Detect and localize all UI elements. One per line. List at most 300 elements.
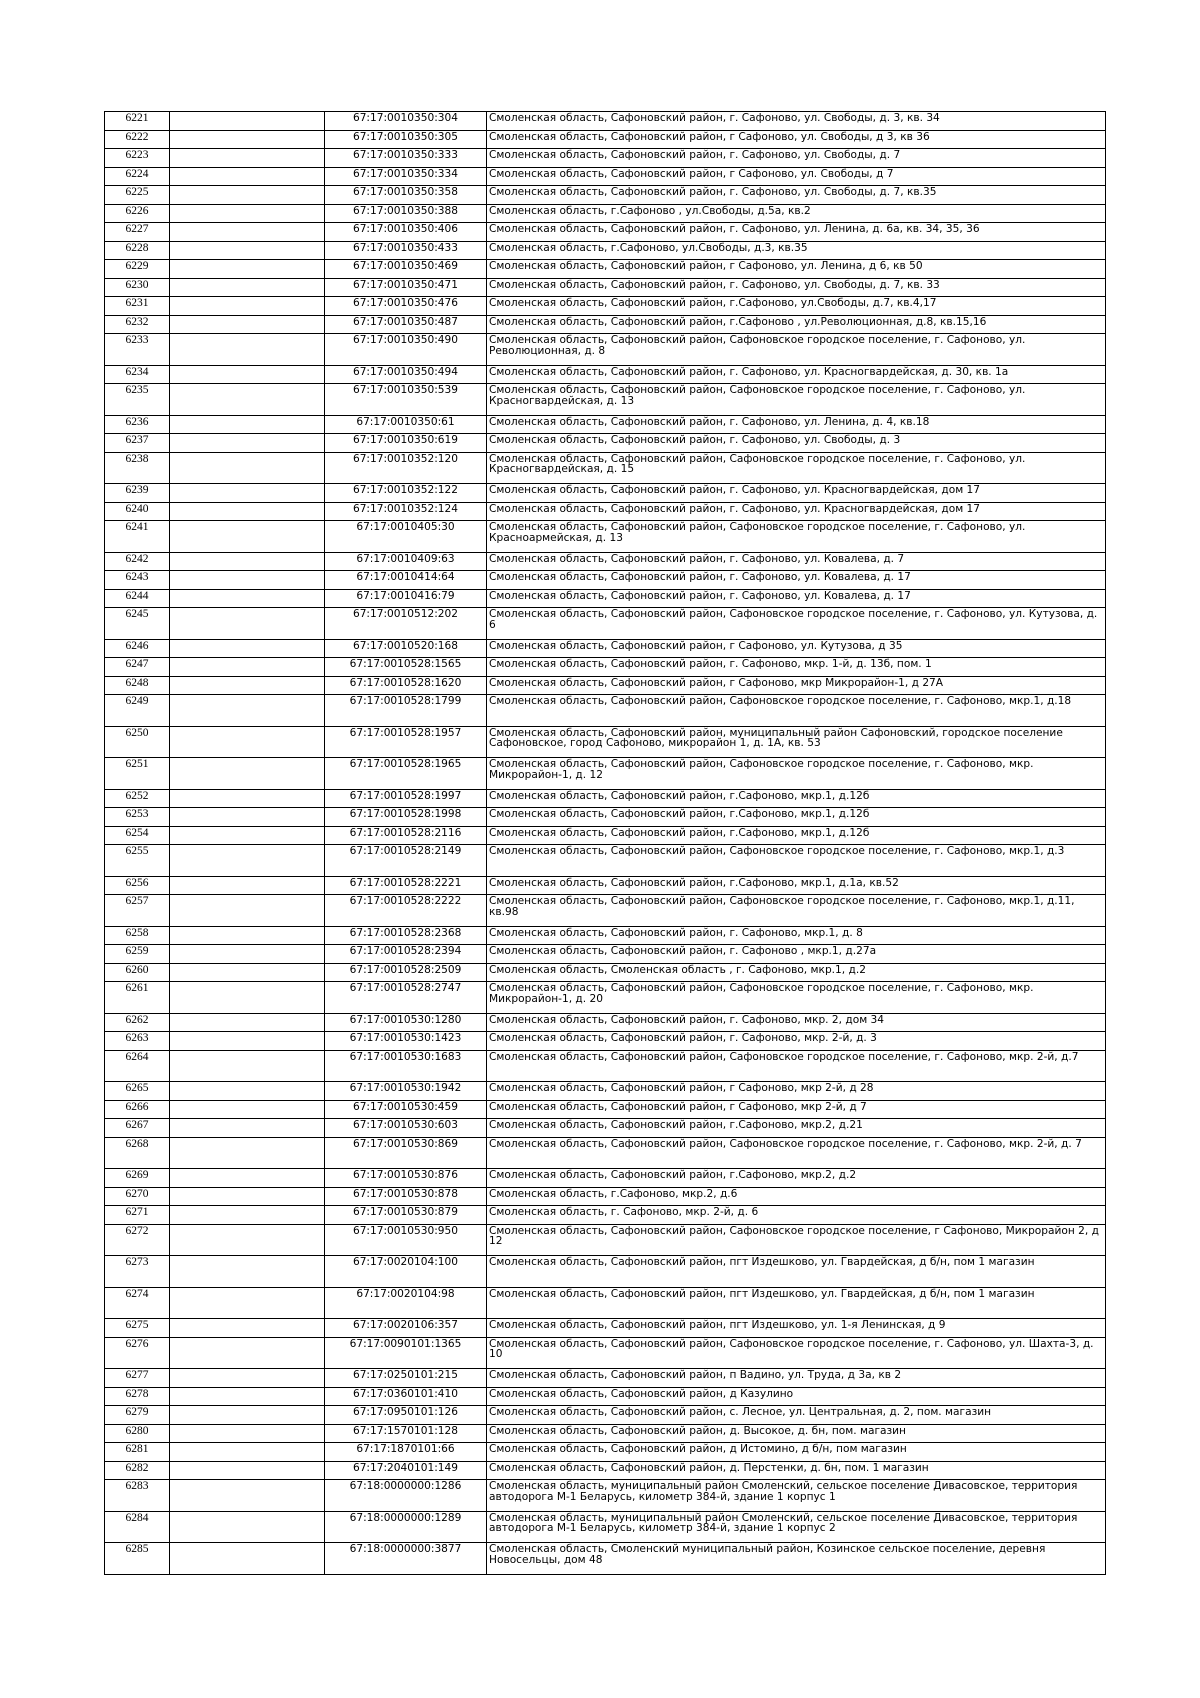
empty-cell <box>170 1480 325 1512</box>
table-row <box>105 982 1106 1014</box>
empty-cell <box>170 1224 325 1256</box>
row-number-cell: 6279 <box>105 1406 170 1425</box>
cadastral-number-cell: 67:17:0010528:2509 <box>325 963 487 982</box>
table-row <box>105 589 1106 608</box>
address-cell: Смоленская область, Сафоновский район, Сафоновское городское поселение, г. Сафоново, ул. Шахта-3, д. 10 <box>487 1337 1106 1369</box>
table-row <box>105 334 1106 366</box>
row-number-cell: 6263 <box>105 1032 170 1051</box>
table-row <box>105 204 1106 223</box>
address-cell: Смоленская область, Сафоновский район, г.Сафоново, мкр.1, д.12б <box>487 789 1106 808</box>
address-cell: Смоленская область, г. Сафоново, мкр. 2-й, д. 6 <box>487 1206 1106 1225</box>
cadastral-number-cell: 67:17:0010512:202 <box>325 608 487 640</box>
table-row <box>105 1119 1106 1138</box>
row-number-cell: 6242 <box>105 552 170 571</box>
row-number-cell: 6244 <box>105 589 170 608</box>
empty-cell <box>170 1082 325 1101</box>
cadastral-number-cell: 67:17:1870101:66 <box>325 1443 487 1462</box>
row-number-cell: 6253 <box>105 808 170 827</box>
address-cell: Смоленская область, Сафоновский район, Сафоновское городское поселение, г. Сафоново, мкр.1, д.18 <box>487 695 1106 727</box>
row-number-cell: 6245 <box>105 608 170 640</box>
empty-cell <box>170 758 325 790</box>
row-number-cell: 6266 <box>105 1100 170 1119</box>
table-row <box>105 1206 1106 1225</box>
cadastral-number-cell: 67:17:0010405:30 <box>325 521 487 553</box>
cadastral-number-cell: 67:17:0010350:358 <box>325 186 487 205</box>
table-row <box>105 845 1106 877</box>
empty-cell <box>170 1461 325 1480</box>
address-cell: Смоленская область, Сафоновский район, Сафоновское городское поселение, г. Сафоново, мкр. 2-й, д. 7 <box>487 1137 1106 1169</box>
table-row <box>105 895 1106 927</box>
row-number-cell: 6273 <box>105 1256 170 1288</box>
cadastral-number-cell: 67:17:0010528:2222 <box>325 895 487 927</box>
address-cell: Смоленская область, Сафоновский район, муниципальный район Сафоновский, городское поселение Сафоновское, город Сафоново, микрорайон 1, д. 1А, кв. 53 <box>487 726 1106 758</box>
address-cell: Смоленская область, Сафоновский район, г. Сафоново, ул. Ковалева, д. 17 <box>487 571 1106 590</box>
table-row <box>105 1137 1106 1169</box>
table-row <box>105 434 1106 453</box>
cadastral-number-cell: 67:17:0020104:98 <box>325 1287 487 1319</box>
cadastral-number-cell: 67:17:0010528:1957 <box>325 726 487 758</box>
cadastral-number-cell: 67:17:0010352:122 <box>325 484 487 503</box>
address-cell: Смоленская область, Сафоновский район, Сафоновское городское поселение, г. Сафоново, мкр. Микрорайон-1, д. 20 <box>487 982 1106 1014</box>
table-row <box>105 1013 1106 1032</box>
table-row <box>105 1224 1106 1256</box>
address-cell: Смоленская область, Сафоновский район, пгт Издешково, ул. 1-я Ленинская, д 9 <box>487 1319 1106 1338</box>
address-cell: Смоленская область, Сафоновский район, Сафоновское городское поселение, г. Сафоново, ул. Красногвардейская, д. 15 <box>487 452 1106 484</box>
row-number-cell: 6254 <box>105 826 170 845</box>
row-number-cell: 6284 <box>105 1511 170 1543</box>
row-number-cell: 6223 <box>105 149 170 168</box>
row-number-cell: 6233 <box>105 334 170 366</box>
empty-cell <box>170 826 325 845</box>
empty-cell <box>170 167 325 186</box>
empty-cell <box>170 130 325 149</box>
empty-cell <box>170 789 325 808</box>
cadastral-number-cell: 67:17:0010528:2149 <box>325 845 487 877</box>
row-number-cell: 6237 <box>105 434 170 453</box>
row-number-cell: 6262 <box>105 1013 170 1032</box>
table-row <box>105 758 1106 790</box>
table-row <box>105 315 1106 334</box>
address-cell: Смоленская область, Сафоновский район, г. Сафоново, мкр. 1-й, д. 13б, пом. 1 <box>487 658 1106 677</box>
empty-cell <box>170 1387 325 1406</box>
cadastral-number-cell: 67:17:0010530:1683 <box>325 1050 487 1082</box>
cadastral-number-cell: 67:17:0010352:120 <box>325 452 487 484</box>
row-number-cell: 6281 <box>105 1443 170 1462</box>
empty-cell <box>170 1032 325 1051</box>
row-number-cell: 6285 <box>105 1543 170 1575</box>
table-row <box>105 571 1106 590</box>
address-cell: Смоленская область, Сафоновский район, пгт Издешково, ул. Гвардейская, д б/н, пом 1 магазин <box>487 1256 1106 1288</box>
empty-cell <box>170 452 325 484</box>
empty-cell <box>170 1137 325 1169</box>
empty-cell <box>170 876 325 895</box>
empty-cell <box>170 1287 325 1319</box>
address-cell: Смоленская область, Сафоновский район, г Сафоново, ул. Ленина, д 6, кв 50 <box>487 260 1106 279</box>
row-number-cell: 6264 <box>105 1050 170 1082</box>
empty-cell <box>170 845 325 877</box>
address-cell: Смоленская область, Сафоновский район, Сафоновское городское поселение, г Сафоново, Микрорайон 2, д 12 <box>487 1224 1106 1256</box>
empty-cell <box>170 1511 325 1543</box>
row-number-cell: 6251 <box>105 758 170 790</box>
address-cell: Смоленская область, Сафоновский район, Сафоновское городское поселение, г. Сафоново, мкр.1, д.11, кв.98 <box>487 895 1106 927</box>
table-row <box>105 278 1106 297</box>
row-number-cell: 6231 <box>105 297 170 316</box>
cadastral-number-cell: 67:17:0010350:490 <box>325 334 487 366</box>
address-cell: Смоленская область, Сафоновский район, г. Сафоново, ул. Ковалева, д. 7 <box>487 552 1106 571</box>
empty-cell <box>170 726 325 758</box>
row-number-cell: 6232 <box>105 315 170 334</box>
table-row <box>105 1319 1106 1338</box>
table-row <box>105 1369 1106 1388</box>
cadastral-number-cell: 67:17:0010528:1965 <box>325 758 487 790</box>
empty-cell <box>170 895 325 927</box>
cadastral-number-cell: 67:17:0010528:1997 <box>325 789 487 808</box>
address-cell: Смоленская область, Сафоновский район, г.Сафоново, мкр.1, д.12б <box>487 826 1106 845</box>
address-cell: Смоленская область, Сафоновский район, п Вадино, ул. Труда, д 3а, кв 2 <box>487 1369 1106 1388</box>
cadastral-number-cell: 67:17:0010528:2368 <box>325 926 487 945</box>
empty-cell <box>170 945 325 964</box>
empty-cell <box>170 1424 325 1443</box>
row-number-cell: 6236 <box>105 415 170 434</box>
table-row <box>105 1050 1106 1082</box>
cadastral-number-cell: 67:17:1570101:128 <box>325 1424 487 1443</box>
cadastral-number-cell: 67:17:0010352:124 <box>325 502 487 521</box>
address-cell: Смоленская область, Сафоновский район, г Сафоново, ул. Кутузова, д 35 <box>487 639 1106 658</box>
table-row <box>105 876 1106 895</box>
row-number-cell: 6280 <box>105 1424 170 1443</box>
table-row <box>105 552 1106 571</box>
empty-cell <box>170 1187 325 1206</box>
table-row <box>105 1406 1106 1425</box>
table-row <box>105 1032 1106 1051</box>
table-row <box>105 1424 1106 1443</box>
address-cell: Смоленская область, Сафоновский район, г. Сафоново , мкр.1, д.27а <box>487 945 1106 964</box>
empty-cell <box>170 1013 325 1032</box>
empty-cell <box>170 571 325 590</box>
empty-cell <box>170 552 325 571</box>
row-number-cell: 6249 <box>105 695 170 727</box>
row-number-cell: 6239 <box>105 484 170 503</box>
cadastral-number-cell: 67:17:0010409:63 <box>325 552 487 571</box>
address-cell: Смоленская область, Сафоновский район, г. Сафоново, ул. Свободы, д. 3, кв. 34 <box>487 112 1106 131</box>
cadastral-number-cell: 67:17:0010350:619 <box>325 434 487 453</box>
table-row <box>105 789 1106 808</box>
table-row <box>105 1337 1106 1369</box>
row-number-cell: 6246 <box>105 639 170 658</box>
empty-cell <box>170 149 325 168</box>
address-cell: Смоленская область, Сафоновский район, г.Сафоново, мкр.1, д.1а, кв.52 <box>487 876 1106 895</box>
empty-cell <box>170 186 325 205</box>
address-cell: Смоленская область, Сафоновский район, г. Сафоново, ул. Свободы, д. 7, кв. 33 <box>487 278 1106 297</box>
address-cell: Смоленская область, Сафоновский район, г Сафоново, мкр 2-й, д 28 <box>487 1082 1106 1101</box>
table-row <box>105 112 1106 131</box>
table-row <box>105 1543 1106 1575</box>
address-cell: Смоленская область, Сафоновский район, г.Сафоново, мкр.2, д.21 <box>487 1119 1106 1138</box>
cadastral-number-cell: 67:17:0010530:459 <box>325 1100 487 1119</box>
row-number-cell: 6225 <box>105 186 170 205</box>
cadastral-number-cell: 67:18:0000000:3877 <box>325 1543 487 1575</box>
cadastral-number-cell: 67:17:0010530:878 <box>325 1187 487 1206</box>
row-number-cell: 6234 <box>105 365 170 384</box>
address-cell: Смоленская область, Сафоновский район, д Истомино, д б/н, пом магазин <box>487 1443 1106 1462</box>
cadastral-number-cell: 67:17:0010350:333 <box>325 149 487 168</box>
address-cell: Смоленская область, г.Сафоново , ул.Свободы, д.5а, кв.2 <box>487 204 1106 223</box>
cadastral-number-cell: 67:17:0360101:410 <box>325 1387 487 1406</box>
cadastral-number-cell: 67:17:0010350:469 <box>325 260 487 279</box>
table-row <box>105 502 1106 521</box>
address-cell: Смоленская область, Сафоновский район, г. Сафоново, ул. Ковалева, д. 17 <box>487 589 1106 608</box>
table-row <box>105 926 1106 945</box>
cadastral-number-cell: 67:17:0010528:2116 <box>325 826 487 845</box>
table-row <box>105 1169 1106 1188</box>
address-cell: Смоленская область, Сафоновский район, г. Сафоново, ул. Свободы, д. 7, кв.35 <box>487 186 1106 205</box>
cadastral-number-cell: 67:17:0010530:869 <box>325 1137 487 1169</box>
empty-cell <box>170 1169 325 1188</box>
table-row <box>105 1461 1106 1480</box>
table-row <box>105 415 1106 434</box>
row-number-cell: 6270 <box>105 1187 170 1206</box>
address-cell: Смоленская область, Сафоновский район, г.Сафоново, мкр.1, д.12б <box>487 808 1106 827</box>
row-number-cell: 6230 <box>105 278 170 297</box>
empty-cell <box>170 1050 325 1082</box>
cadastral-number-cell: 67:17:0010350:304 <box>325 112 487 131</box>
cadastral-number-cell: 67:17:0010350:476 <box>325 297 487 316</box>
cadastral-number-cell: 67:17:0010530:879 <box>325 1206 487 1225</box>
cadastral-number-cell: 67:17:0010530:1280 <box>325 1013 487 1032</box>
address-cell: Смоленская область, Сафоновский район, г. Сафоново, мкр. 2-й, д. 3 <box>487 1032 1106 1051</box>
cadastral-number-cell: 67:17:0010350:305 <box>325 130 487 149</box>
address-cell: Смоленская область, Сафоновский район, д Казулино <box>487 1387 1106 1406</box>
cadastral-number-cell: 67:17:0020106:357 <box>325 1319 487 1338</box>
row-number-cell: 6255 <box>105 845 170 877</box>
address-cell: Смоленская область, Сафоновский район, г Сафоново, мкр Микрорайон-1, д 27А <box>487 676 1106 695</box>
cadastral-number-cell: 67:17:0010530:1942 <box>325 1082 487 1101</box>
table-row <box>105 1187 1106 1206</box>
table-row <box>105 639 1106 658</box>
cadastral-number-cell: 67:17:0010350:487 <box>325 315 487 334</box>
empty-cell <box>170 658 325 677</box>
empty-cell <box>170 639 325 658</box>
address-cell: Смоленская область, Сафоновский район, г. Сафоново, мкр.1, д. 8 <box>487 926 1106 945</box>
address-cell: Смоленская область, Смоленская область , г. Сафоново, мкр.1, д.2 <box>487 963 1106 982</box>
row-number-cell: 6250 <box>105 726 170 758</box>
cadastral-number-cell: 67:17:0010528:2394 <box>325 945 487 964</box>
empty-cell <box>170 278 325 297</box>
table-row <box>105 1256 1106 1288</box>
empty-cell <box>170 1337 325 1369</box>
table-row <box>105 1387 1106 1406</box>
table-row <box>105 365 1106 384</box>
empty-cell <box>170 415 325 434</box>
registry-table <box>104 111 1106 1575</box>
table-row <box>105 241 1106 260</box>
empty-cell <box>170 297 325 316</box>
empty-cell <box>170 223 325 242</box>
row-number-cell: 6238 <box>105 452 170 484</box>
row-number-cell: 6222 <box>105 130 170 149</box>
address-cell: Смоленская область, Сафоновский район, г. Сафоново, ул. Красногвардейская, дом 17 <box>487 502 1106 521</box>
cadastral-number-cell: 67:17:0010520:168 <box>325 639 487 658</box>
address-cell: Смоленская область, Сафоновский район, г. Сафоново, ул. Ленина, д. 6а, кв. 34, 35, 36 <box>487 223 1106 242</box>
address-cell: Смоленская область, Сафоновский район, Сафоновское городское поселение, г. Сафоново, мкр. 2-й, д.7 <box>487 1050 1106 1082</box>
cadastral-number-cell: 67:17:0010530:603 <box>325 1119 487 1138</box>
address-cell: Смоленская область, Сафоновский район, пгт Издешково, ул. Гвардейская, д б/н, пом 1 магазин <box>487 1287 1106 1319</box>
table-row <box>105 676 1106 695</box>
empty-cell <box>170 1100 325 1119</box>
table-row <box>105 1082 1106 1101</box>
row-number-cell: 6235 <box>105 384 170 416</box>
address-cell: Смоленская область, Сафоновский район, Сафоновское городское поселение, г. Сафоново, ул. Кутузова, д. 6 <box>487 608 1106 640</box>
cadastral-number-cell: 67:17:0010350:406 <box>325 223 487 242</box>
address-cell: Смоленская область, Сафоновский район, г. Сафоново, мкр. 2, дом 34 <box>487 1013 1106 1032</box>
table-row <box>105 223 1106 242</box>
table-row <box>105 149 1106 168</box>
address-cell: Смоленская область, Сафоновский район, Сафоновское городское поселение, г. Сафоново, мкр.1, д.3 <box>487 845 1106 877</box>
table-row <box>105 695 1106 727</box>
empty-cell <box>170 112 325 131</box>
row-number-cell: 6247 <box>105 658 170 677</box>
address-cell: Смоленская область, Сафоновский район, г. Сафоново, ул. Свободы, д. 3 <box>487 434 1106 453</box>
row-number-cell: 6227 <box>105 223 170 242</box>
table-row <box>105 167 1106 186</box>
row-number-cell: 6269 <box>105 1169 170 1188</box>
address-cell: Смоленская область, Сафоновский район, г.Сафоново, ул.Свободы, д.7, кв.4,17 <box>487 297 1106 316</box>
row-number-cell: 6221 <box>105 112 170 131</box>
empty-cell <box>170 1543 325 1575</box>
row-number-cell: 6258 <box>105 926 170 945</box>
table-row <box>105 1100 1106 1119</box>
empty-cell <box>170 808 325 827</box>
row-number-cell: 6274 <box>105 1287 170 1319</box>
cadastral-number-cell: 67:17:0090101:1365 <box>325 1337 487 1369</box>
empty-cell <box>170 1119 325 1138</box>
table-row <box>105 186 1106 205</box>
row-number-cell: 6224 <box>105 167 170 186</box>
row-number-cell: 6268 <box>105 1137 170 1169</box>
table-row <box>105 297 1106 316</box>
row-number-cell: 6277 <box>105 1369 170 1388</box>
row-number-cell: 6282 <box>105 1461 170 1480</box>
row-number-cell: 6283 <box>105 1480 170 1512</box>
address-cell: Смоленская область, Сафоновский район, г.Сафоново , ул.Революционная, д.8, кв.15,16 <box>487 315 1106 334</box>
cadastral-number-cell: 67:17:0010350:388 <box>325 204 487 223</box>
cadastral-number-cell: 67:18:0000000:1286 <box>325 1480 487 1512</box>
row-number-cell: 6272 <box>105 1224 170 1256</box>
cadastral-number-cell: 67:17:0010350:539 <box>325 384 487 416</box>
table-row <box>105 484 1106 503</box>
cadastral-number-cell: 67:17:0010350:433 <box>325 241 487 260</box>
row-number-cell: 6243 <box>105 571 170 590</box>
empty-cell <box>170 334 325 366</box>
table-row <box>105 808 1106 827</box>
table-row <box>105 608 1106 640</box>
row-number-cell: 6259 <box>105 945 170 964</box>
empty-cell <box>170 384 325 416</box>
empty-cell <box>170 484 325 503</box>
cadastral-number-cell: 67:18:0000000:1289 <box>325 1511 487 1543</box>
address-cell: Смоленская область, г.Сафоново, ул.Свободы, д.3, кв.35 <box>487 241 1106 260</box>
row-number-cell: 6275 <box>105 1319 170 1338</box>
row-number-cell: 6228 <box>105 241 170 260</box>
address-cell: Смоленская область, Сафоновский район, г. Сафоново, ул. Ленина, д. 4, кв.18 <box>487 415 1106 434</box>
empty-cell <box>170 260 325 279</box>
empty-cell <box>170 926 325 945</box>
address-cell: Смоленская область, Сафоновский район, г. Сафоново, ул. Красногвардейская, дом 17 <box>487 484 1106 503</box>
table-row <box>105 726 1106 758</box>
row-number-cell: 6276 <box>105 1337 170 1369</box>
cadastral-number-cell: 67:17:0010528:1998 <box>325 808 487 827</box>
address-cell: Смоленская область, Сафоновский район, г Сафоново, ул. Свободы, д 7 <box>487 167 1106 186</box>
cadastral-number-cell: 67:17:0010530:876 <box>325 1169 487 1188</box>
registry-table-body <box>105 112 1106 1575</box>
row-number-cell: 6256 <box>105 876 170 895</box>
address-cell: Смоленская область, муниципальный район Смоленский, сельское поселение Дивасовское, территория автодорога М-1 Беларусь, километр 384-й, здание 1 корпус 2 <box>487 1511 1106 1543</box>
row-number-cell: 6248 <box>105 676 170 695</box>
address-cell: Смоленская область, Сафоновский район, г. Сафоново, ул. Свободы, д. 7 <box>487 149 1106 168</box>
empty-cell <box>170 982 325 1014</box>
table-row <box>105 1511 1106 1543</box>
address-cell: Смоленская область, Смоленский муниципальный район, Козинское сельское поселение, деревня Новосельцы, дом 48 <box>487 1543 1106 1575</box>
table-row <box>105 260 1106 279</box>
empty-cell <box>170 1319 325 1338</box>
cadastral-number-cell: 67:17:0020104:100 <box>325 1256 487 1288</box>
row-number-cell: 6271 <box>105 1206 170 1225</box>
row-number-cell: 6265 <box>105 1082 170 1101</box>
table-row <box>105 826 1106 845</box>
table-row <box>105 384 1106 416</box>
table-row <box>105 130 1106 149</box>
table-row <box>105 452 1106 484</box>
empty-cell <box>170 521 325 553</box>
cadastral-number-cell: 67:17:0010528:1565 <box>325 658 487 677</box>
address-cell: Смоленская область, Сафоновский район, Сафоновское городское поселение, г. Сафоново, мкр. Микрорайон-1, д. 12 <box>487 758 1106 790</box>
cadastral-number-cell: 67:17:0010350:494 <box>325 365 487 384</box>
table-row <box>105 1480 1106 1512</box>
table-row <box>105 1287 1106 1319</box>
empty-cell <box>170 695 325 727</box>
address-cell: Смоленская область, Сафоновский район, г Сафоново, ул. Свободы, д 3, кв 36 <box>487 130 1106 149</box>
cadastral-number-cell: 67:17:0010414:64 <box>325 571 487 590</box>
cadastral-number-cell: 67:17:0010530:1423 <box>325 1032 487 1051</box>
row-number-cell: 6278 <box>105 1387 170 1406</box>
empty-cell <box>170 589 325 608</box>
empty-cell <box>170 676 325 695</box>
cadastral-number-cell: 67:17:0010416:79 <box>325 589 487 608</box>
address-cell: Смоленская область, Сафоновский район, Сафоновское городское поселение, г. Сафоново, ул. Революционная, д. 8 <box>487 334 1106 366</box>
table-row <box>105 945 1106 964</box>
row-number-cell: 6226 <box>105 204 170 223</box>
row-number-cell: 6261 <box>105 982 170 1014</box>
cadastral-number-cell: 67:17:0950101:126 <box>325 1406 487 1425</box>
address-cell: Смоленская область, Сафоновский район, Сафоновское городское поселение, г. Сафоново, ул. Красноармейская, д. 13 <box>487 521 1106 553</box>
row-number-cell: 6241 <box>105 521 170 553</box>
empty-cell <box>170 1206 325 1225</box>
cadastral-number-cell: 67:17:2040101:149 <box>325 1461 487 1480</box>
cadastral-number-cell: 67:17:0010528:1620 <box>325 676 487 695</box>
cadastral-number-cell: 67:17:0010350:61 <box>325 415 487 434</box>
table-row <box>105 658 1106 677</box>
table-row <box>105 963 1106 982</box>
row-number-cell: 6240 <box>105 502 170 521</box>
row-number-cell: 6252 <box>105 789 170 808</box>
address-cell: Смоленская область, Сафоновский район, г Сафоново, мкр 2-й, д 7 <box>487 1100 1106 1119</box>
empty-cell <box>170 204 325 223</box>
cadastral-number-cell: 67:17:0010528:1799 <box>325 695 487 727</box>
cadastral-number-cell: 67:17:0010350:471 <box>325 278 487 297</box>
row-number-cell: 6260 <box>105 963 170 982</box>
empty-cell <box>170 502 325 521</box>
empty-cell <box>170 1256 325 1288</box>
